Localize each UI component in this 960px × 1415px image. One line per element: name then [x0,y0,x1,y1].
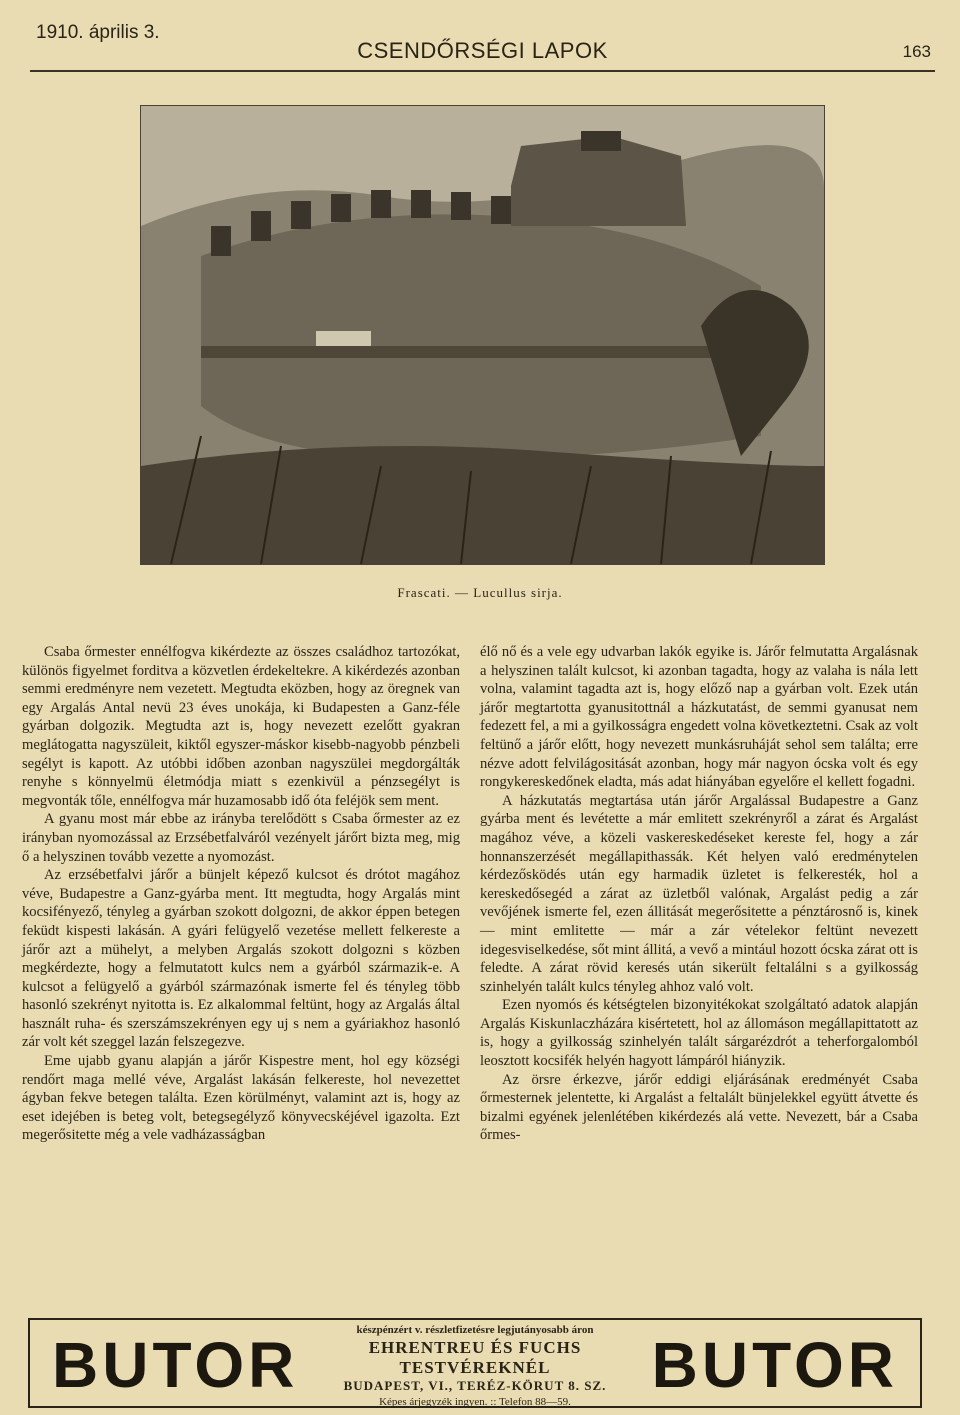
ad-address: BUDAPEST, VI., TERÉZ-KÖRUT 8. SZ. [343,1378,607,1393]
paragraph: Eme ujabb gyanu alapján a járőr Kispestre ment, hol egy községi rendőrt maga mellé véve, Argalást lakásán felkereste, hol nevezettet ágyban fekve betegen találta. Ezen körülményt, valamint azt is, hogy az eset idejében is beteg volt, betegsegélyző könyvecskéjével igazolta. Ezt megerősitette még a vele vadházasságban [22,1053,460,1144]
furniture-advertisement [28,1318,922,1408]
article-column-right [480,643,918,1145]
paragraph: Csaba őrmester ennélfogva kikérdezte az összes családhoz tartozókat, különös figyelmet forditva a közvetlen érdekeltekre. A kikérdezés azonban semmi eredményre nem vezetett. Megtudta eközben, hogy az öregnek van egy Argalás Antal nevü 23 éves unokája, ki Budapesten a Ganz-féle gyárban dolgozik. Megtudta azt is, hogy nevezett ezelőtt gyakran meglátogatta nagyszüleit, kiktől egyszer-máskor kisebb-nagyobb pénzbeli segélyt is kapott. Az utóbbi időben azonban nagyszülei megdorgálták renyhe s könnyelmü életmódja miatt s ezenkivül a pénzsegélyt is megvonták tőle, ennélfogva már huzamosabb idő óta feléjök sem ment. [22,644,460,809]
page-number: 163 [902,42,931,61]
tomb-illustration [141,106,824,564]
journal-title: CSENDŐRSÉGI LAPOK [357,38,608,63]
article-column-left [22,643,460,1145]
paragraph: Az örsre érkezve, járőr eddigi eljárásának eredményét Csaba őrmesternek jelentette, ki Argalást a feltalált bünjelekkel együtt átvette és bizalmi egyének jelenlétében kikérdezés alá vette. Nevezett, bár a Csaba őrmes- [480,1071,918,1144]
paragraph: Ezen nyomós és kétségtelen bizonyitékokat szolgáltató adatok alapján Argalás Kiskunlaczházára kisértetett, hol az állomáson megállapittatott az is, hogy a gyilkosság szinhelyén talált sárgarézdrót a teherforgalomból leosztott kocsifék helyén hagyott lámpáról hiányzik. [480,997,918,1070]
page-header [30,18,935,70]
paragraph: A gyanu most már ebbe az irányba terelődött s Csaba őrmester az ez irányban nyomozással az Erzsébetfalváról vezényelt járőrt bizta meg, mig ő a helyszinen tovább vezette a nyomozást. [22,811,460,865]
paragraph: Az erzsébetfalvi járőr a bünjelt képező kulcsot és drótot magához véve, Budapestre a Ganz-gyárba ment. Itt megtudta, hogy Argalás mint kocsifényező, tényleg a gyárban szokott dolgozni, de akkor éppen betegen feküdt kispesti lakásán. A gyári felügyelő vezetése mellett felkereste a járőr azt a mühelyt, a melyben Argalás szokott dolgozni s közben megkérdezte, hogy a felmutatott kulcs nem a gyárból származik-e. A kulcsot a felügyelő a gyárból származónak ismerte fel és tényleg több hasonló szekrényt nyitotta is. Ez alkalommal feltünt, hogy az Argalás által használt ruha- és szerszámszekrényen egy uj s nem a gyáriakhoz hasonló zár volt két szeggel lazán felszegezve. [22,867,460,1051]
ad-details [300,1324,650,1408]
paragraph: A házkutatás megtartása után járőr Argalással Budapestre a Ganz gyárba ment és levétette a már emlitett szekrényről a zárat és Argalást magához véve, a közeli vaskereskedéseket kereste fel, hogy a zár honnanszerzését megállapithassák. Két helyen való eredménytelen kérdezősködés után egy harmadik üzletet is felkeresték, hol a kereskedősegéd a zárat az üzletből valónak, Argalást pedig a zár vevőjének ismerte fel, ezen állitását megerősitette a pénztárosnő is, kinek — mint emlitette — már a zár vételekor feltünt nevezett idegesviselkedése, sőt mint állitá, a vevő a mintául hozott ócska zárat ott is feledte. A zárat rövid keresés után sikerült feltalálni s a gyilkosság szinhelyén talált kulcs tényleg ahhoz való volt. [480,792,918,995]
header-rule [30,70,935,72]
castle-photograph [140,105,825,565]
ad-company: EHRENTREU ÉS FUCHS TESTVÉREKNÉL [368,1338,582,1377]
ad-word-right: BUTOR [651,1329,898,1401]
ad-tagline: készpénzért v. részletfizetésre legjutányosabb áron [356,1324,594,1336]
ad-word-left: BUTOR [52,1329,299,1401]
issue-date: 1910. április 3. [36,22,160,43]
paragraph: élő nő és a vele egy udvarban lakók egyike is. Járőr felmutatta Argalásnak a helyszinen talált kulcsot, ki azonban tagadta, hogy az valaha is nála lett volna, valamint tagadta azt is, hogy előző nap a gyárban volt. Ezek után járőr megtartotta gyanusitottnál a házkutatást, de semmi gyanusat nem fedezett fel, a mi a gyilkosságra engedett volna következtetni. Csak az volt feltünő a járőr előtt, hogy nevezett munkásruháját sehol sem találta; erre nézve adott felvilágositását azonban, hogy már nagyon ócska volt és egy rongykereskedőnek eladta, más adat hiányában egyelőre el kellett fogadni. [480,644,918,791]
photo-caption: Frascati. — Lucullus sirja. [397,585,563,600]
ad-contact: Képes árjegyzék ingyen. :: Telefon 88—59. [379,1396,571,1408]
